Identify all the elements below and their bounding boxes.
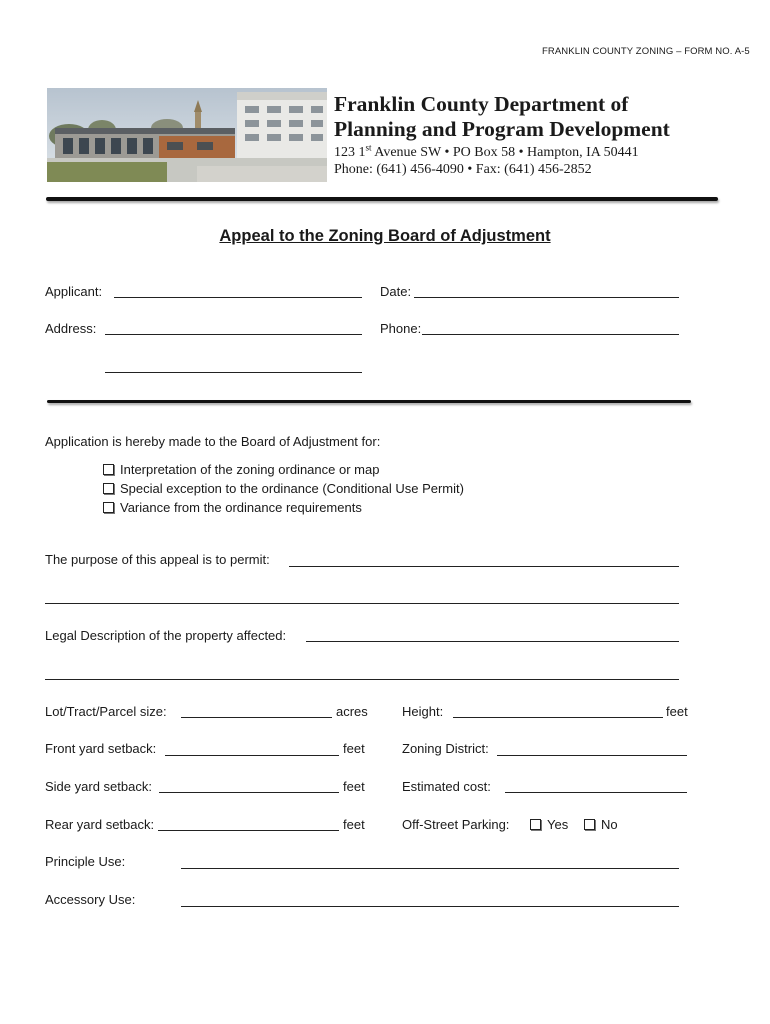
checkbox-icon[interactable] — [584, 819, 595, 830]
estimated-cost-field[interactable] — [505, 792, 687, 793]
phone-label: Phone: — [380, 321, 422, 336]
front-setback-field[interactable] — [165, 755, 339, 756]
accessory-use-field[interactable] — [181, 906, 679, 907]
height-unit: feet — [666, 704, 688, 719]
department-address: 123 1st Avenue SW • PO Box 58 • Hampton, IA 50441 — [334, 142, 639, 160]
option-special-exception[interactable]: Special exception to the ordinance (Conditional Use Permit) — [103, 481, 464, 497]
section-divider — [47, 400, 691, 403]
purpose-field-line2[interactable] — [45, 603, 679, 604]
checkbox-icon[interactable] — [103, 483, 114, 494]
height-label: Height: — [402, 704, 444, 719]
form-title: Appeal to the Zoning Board of Adjustment — [219, 227, 551, 245]
rear-setback-field[interactable] — [158, 830, 339, 831]
purpose-label: The purpose of this appeal is to permit: — [45, 552, 270, 567]
accessory-use-label: Accessory Use: — [45, 892, 136, 907]
parking-yes-option[interactable]: Yes — [530, 817, 568, 833]
checkbox-icon[interactable] — [103, 464, 114, 475]
estimated-cost-label: Estimated cost: — [402, 779, 491, 794]
off-street-parking-label: Off-Street Parking: — [402, 817, 510, 832]
front-setback-unit: feet — [343, 741, 365, 756]
purpose-field[interactable] — [289, 566, 679, 567]
address-label: Address: — [45, 321, 97, 336]
checkbox-icon[interactable] — [530, 819, 541, 830]
side-setback-label: Side yard setback: — [45, 779, 152, 794]
date-field[interactable] — [414, 297, 679, 298]
principle-use-label: Principle Use: — [45, 854, 126, 869]
date-label: Date: — [380, 284, 412, 299]
department-name-line2: Planning and Program Development — [334, 117, 670, 141]
building-photo — [47, 88, 327, 182]
phone-field[interactable] — [422, 334, 679, 335]
front-setback-label: Front yard setback: — [45, 741, 157, 756]
principle-use-field[interactable] — [181, 868, 679, 869]
department-phone-fax: Phone: (641) 456-4090 • Fax: (641) 456-2852 — [334, 162, 592, 177]
zoning-district-field[interactable] — [497, 755, 687, 756]
form-number: FRANKLIN COUNTY ZONING – FORM NO. A-5 — [542, 46, 750, 57]
rear-setback-unit: feet — [343, 817, 365, 832]
checkbox-icon[interactable] — [103, 502, 114, 513]
rear-setback-label: Rear yard setback: — [45, 817, 155, 832]
applicant-field[interactable] — [114, 297, 362, 298]
legal-description-label: Legal Description of the property affected: — [45, 628, 287, 643]
application-intro: Application is hereby made to the Board of Adjustment for: — [45, 434, 381, 449]
legal-description-field-line2[interactable] — [45, 679, 679, 680]
lot-size-field[interactable] — [181, 717, 332, 718]
side-setback-field[interactable] — [159, 792, 339, 793]
applicant-label: Applicant: — [45, 284, 103, 299]
parking-no-option[interactable]: No — [584, 817, 618, 833]
zoning-district-label: Zoning District: — [402, 741, 489, 756]
address-field[interactable] — [105, 334, 362, 335]
option-variance[interactable]: Variance from the ordinance requirements — [103, 500, 362, 516]
lot-size-unit: acres — [336, 704, 368, 719]
side-setback-unit: feet — [343, 779, 365, 794]
lot-size-label: Lot/Tract/Parcel size: — [45, 704, 167, 719]
department-header — [334, 92, 670, 178]
option-interpretation[interactable]: Interpretation of the zoning ordinance or map — [103, 462, 379, 478]
header-divider — [46, 197, 718, 201]
department-name-line1: Franklin County Department of — [334, 92, 629, 116]
address-field-line2[interactable] — [105, 372, 362, 373]
legal-description-field[interactable] — [306, 641, 679, 642]
height-field[interactable] — [453, 717, 663, 718]
